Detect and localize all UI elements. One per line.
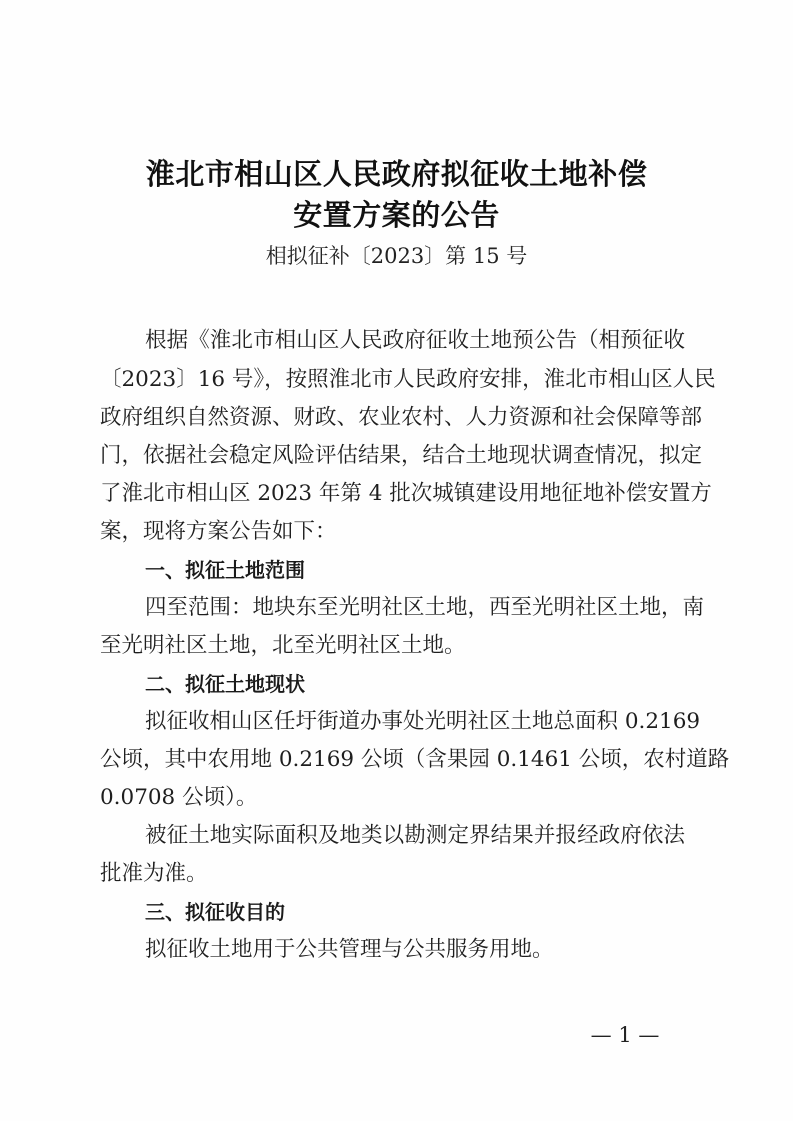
intro-line: 〔2023〕16 号》，按照淮北市人民政府安排，淮北市相山区人民 <box>100 367 716 392</box>
intro-line: 门，依据社会稳定风险评估结果，结合土地现状调查情况，拟定 <box>100 443 703 468</box>
section-scope-line: 至光明社区土地，北至光明社区土地。 <box>100 633 466 658</box>
intro-line: 案，现将方案公告如下： <box>100 519 337 544</box>
document-title-line-1: 淮北市相山区人民政府拟征收土地补偿 <box>145 157 648 191</box>
section-status-line: 被征土地实际面积及地类以勘测定界结果并报经政府依法 <box>145 823 685 848</box>
intro-line: 了淮北市相山区 2023 年第 4 批次城镇建设用地征地补偿安置方 <box>100 481 712 506</box>
document-number: 相拟征补〔2023〕第 15 号 <box>265 244 528 268</box>
intro-line: 政府组织自然资源、财政、农业农村、人力资源和社会保障等部 <box>100 405 703 430</box>
section-status-line: 拟征收相山区任圩街道办事处光明社区土地总面积 0.2169 <box>145 709 701 734</box>
section-scope-line: 四至范围：地块东至光明社区土地，西至光明社区土地，南 <box>145 595 705 620</box>
section-heading-status: 二、拟征土地现状 <box>145 672 305 696</box>
section-purpose-line: 拟征收土地用于公共管理与公共服务用地。 <box>145 937 554 962</box>
section-heading-scope: 一、拟征土地范围 <box>145 558 305 582</box>
page-number: — 1 — <box>590 1023 660 1047</box>
section-status-line: 0.0708 公顷）。 <box>100 785 258 810</box>
section-status-line: 公顷，其中农用地 0.2169 公顷（含果园 0.1461 公顷，农村道路 <box>100 747 730 772</box>
section-status-line: 批准为准。 <box>100 861 208 886</box>
section-heading-purpose: 三、拟征收目的 <box>145 900 285 924</box>
intro-line: 根据《淮北市相山区人民政府征收土地预公告（相预征收 <box>145 328 685 353</box>
document-title-line-2: 安置方案的公告 <box>293 198 500 232</box>
